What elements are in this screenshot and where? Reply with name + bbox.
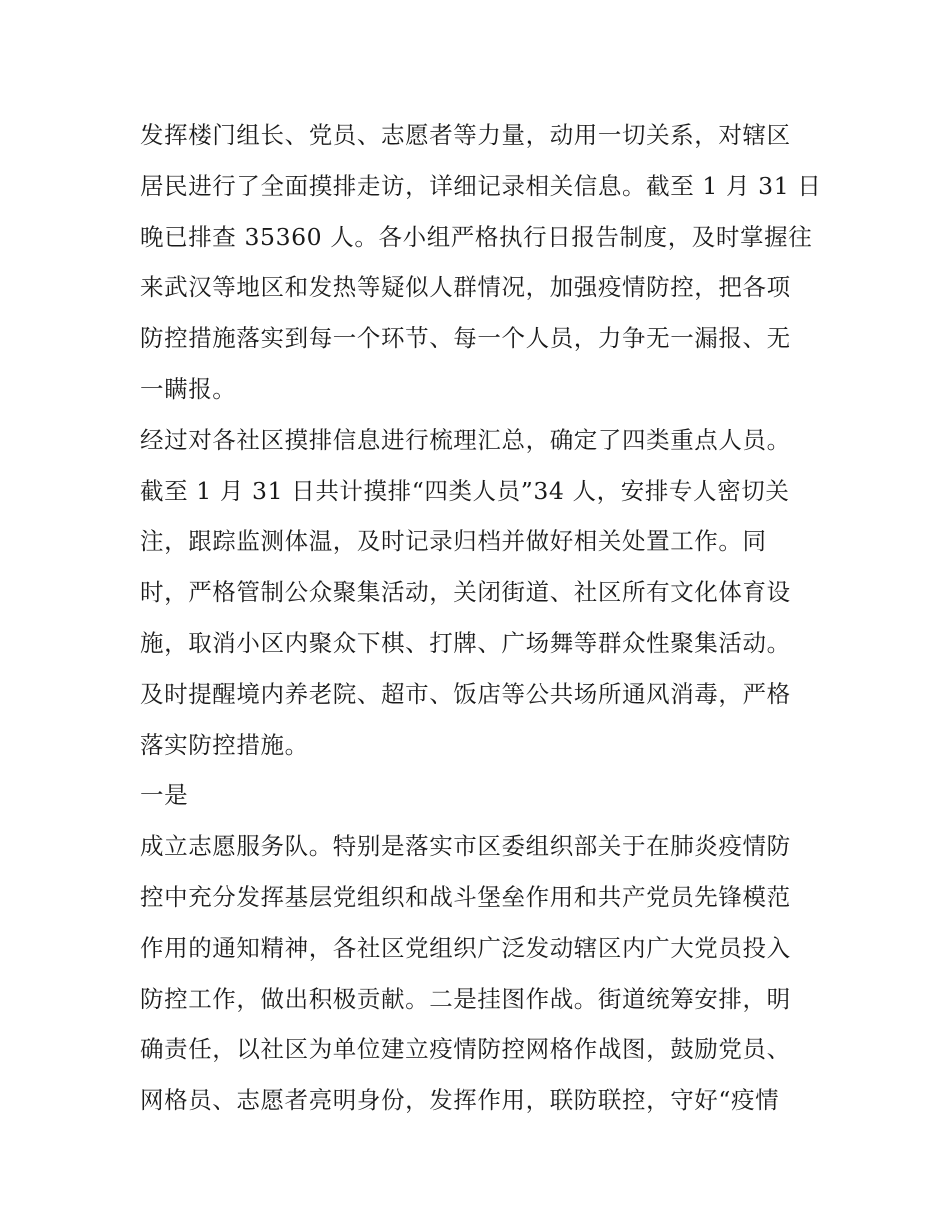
text-line: 网格员、志愿者亮明身份，发挥作用，联防联控，守好“疫情 <box>140 1086 780 1115</box>
text-line: 时，严格管制公众聚集活动，关闭街道、社区所有文化体育设 <box>140 578 791 607</box>
text-line: 落实防控措施。 <box>140 730 309 759</box>
text-line: 一瞒报。 <box>140 374 237 403</box>
text-line: 一是 <box>140 781 189 810</box>
text-line: 作用的通知精神，各社区党组织广泛发动辖区内广大党员投入 <box>140 933 791 962</box>
text-line: 经过对各社区摸排信息进行梳理汇总，确定了四类重点人员。 <box>140 425 791 454</box>
text-line: 晚已排查 35360 人。各小组严格执行日报告制度，及时掌握往 <box>140 222 813 251</box>
text-line: 施，取消小区内聚众下棋、打牌、广场舞等群众性聚集活动。 <box>140 628 791 657</box>
text-line: 来武汉等地区和发热等疑似人群情况，加强疫情防控，把各项 <box>140 273 791 302</box>
text-line: 发挥楼门组长、党员、志愿者等力量，动用一切关系，对辖区 <box>140 121 791 149</box>
text-line: 及时提醒境内养老院、超市、饭店等公共场所通风消毒，严格 <box>140 679 791 708</box>
document-body <box>140 110 820 1126</box>
text-line: 成立志愿服务队。特别是落实市区委组织部关于在肺炎疫情防 <box>140 832 791 861</box>
text-line: 居民进行了全面摸排走访，详细记录相关信息。截至 1 月 31 日 <box>140 171 822 200</box>
text-line: 确责任，以社区为单位建立疫情防控网格作战图，鼓励党员、 <box>140 1035 791 1064</box>
text-line: 防控措施落实到每一个环节、每一个人员，力争无一漏报、无 <box>140 324 791 353</box>
text-line: 注，跟踪监测体温，及时记录归档并做好相关处置工作。同 <box>140 527 767 556</box>
text-line: 控中充分发挥基层党组织和战斗堡垒作用和共产党员先锋模范 <box>140 882 791 911</box>
text-line: 防控工作，做出积极贡献。二是挂图作战。街道统筹安排，明 <box>140 984 791 1013</box>
text-line: 截至 1 月 31 日共计摸排“四类人员”34 人，安排专人密切关 <box>140 476 790 505</box>
